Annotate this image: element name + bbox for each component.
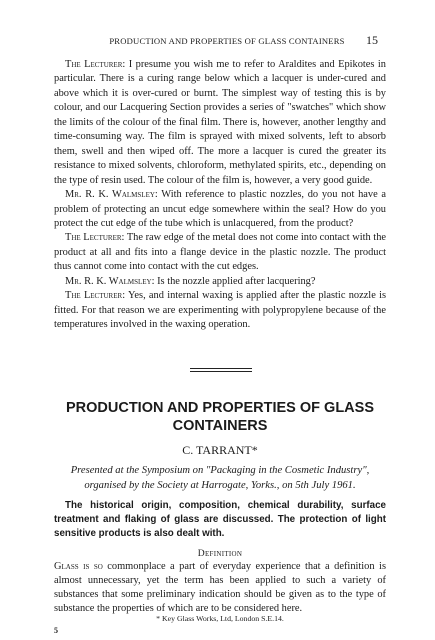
- speaker-name: The Lecturer: [65, 232, 122, 244]
- section-divider: [190, 371, 252, 372]
- discussion-remark: : I presume you wish me to refer to Araldites and Epikotes in particular. There is a curing range below which a lacquer is under-cured and above which it is over-cured or burnt. The simplest way of testing this is by colour, and our Lacquering Section provides a series of "swatches" which show the limits of the colour of the final film. There is, however, another lengthy and time-consuming way. The film is sprayed with mixed solvents, left to absorb them, swell and then wiped off. The more a lacquer is cured the greater its resistance to mixed solvents, chloroform, methylated spirits, etc., depending on the type of resin used. The colour of the film is, however, a very good guide.: [54, 59, 387, 186]
- section-body: commonplace a part of everyday experience that a definition is almost unnecessary, yet the term has been applied to such a variety of substances that some preliminary indication should be given as to the type of substance the properties of which are to be considered here.: [54, 561, 386, 614]
- discussion-text: [54, 58, 386, 333]
- article-author: C. TARRANT*: [182, 443, 258, 457]
- discussion-paragraph: [54, 188, 386, 231]
- speaker-name: The Lecturer: [65, 290, 123, 302]
- discussion-remark: : Is the nozzle applied after lacquering?: [151, 275, 316, 287]
- article-title: PRODUCTION AND PROPERTIES OF GLASS CONTAINERS: [65, 400, 374, 434]
- discussion-paragraph: [54, 58, 386, 188]
- discussion-paragraph: [54, 231, 386, 274]
- section-paragraph: [54, 560, 386, 616]
- speaker-name: Mr. R. K. Walmsley: [65, 275, 152, 287]
- discussion-remark: : The raw edge of the metal does not come into contact with the product at all and fits into a flange device in the plastic nozzle. The product thus cannot come into contact with the cut edges.: [54, 232, 387, 273]
- presentation-note: Presented at the Symposium on "Packaging in the Cosmetic Industry", organised by the Society at Harrogate, Yorks., on 5th July 1961.: [70, 465, 370, 491]
- section-heading: Definition: [197, 548, 243, 559]
- discussion-paragraph: [54, 289, 386, 332]
- article-abstract: The historical origin, composition, chemical durability, surface treatment and flaking of glass are discussed. The protection of light sensitive products is also dealt with.: [54, 500, 386, 539]
- discussion-remark: : Yes, and internal waxing is applied after the plastic nozzle is fitted. For that reason we are experimenting with polypropylene because of the temperatures involved in the waxing operation.: [54, 290, 387, 331]
- speaker-name: Mr. R. K. Walmsley: [65, 189, 155, 201]
- footnote: * Key Glass Works, Ltd, London S.E.14.: [156, 614, 284, 623]
- speaker-name: The Lecturer: [65, 59, 123, 70]
- folio-number: 5: [54, 626, 58, 635]
- discussion-paragraph: [54, 275, 386, 289]
- discussion-remark: : With reference to plastic nozzles, do you not have a problem of protecting an uncut edge somewhere within the seal? How do you protect the cut edge of the tube which is unlacquered, from the product?: [54, 189, 386, 229]
- page-number: 15: [366, 33, 378, 47]
- section-lead: Glass is so: [54, 561, 103, 572]
- running-title: PRODUCTION AND PROPERTIES OF GLASS CONTAINERS: [109, 36, 345, 46]
- section-divider: [190, 368, 252, 369]
